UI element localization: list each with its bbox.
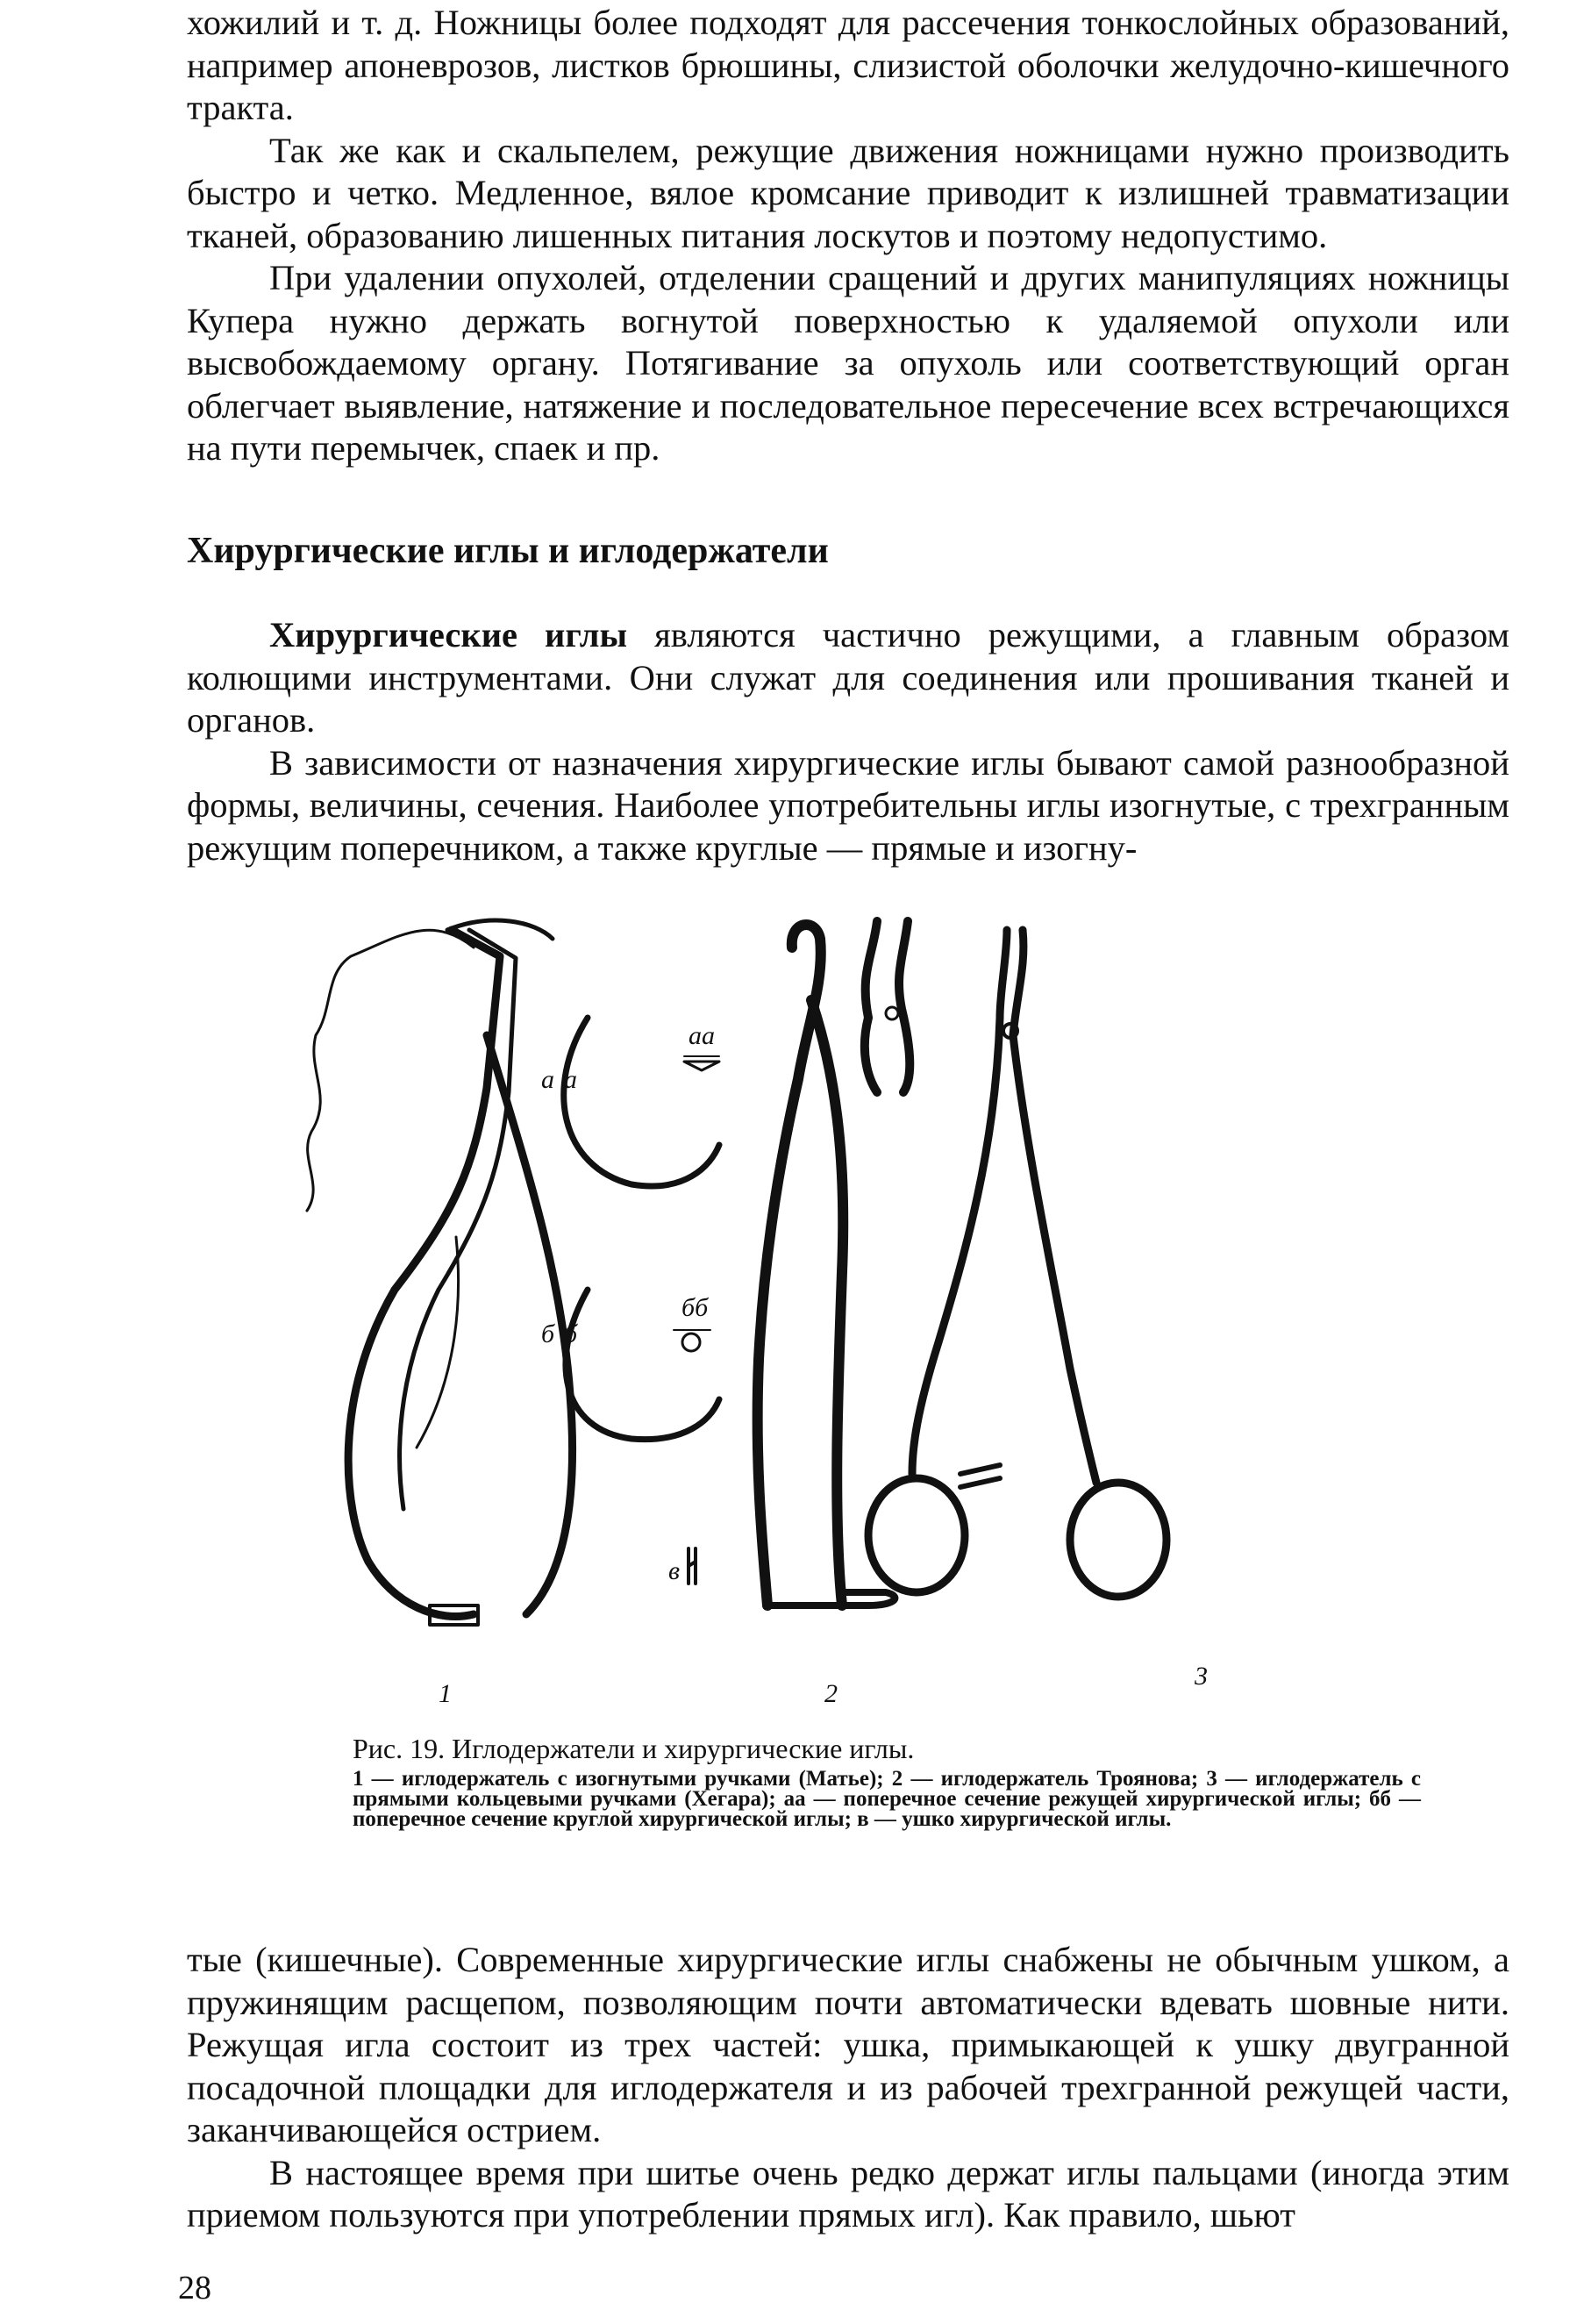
label-eye-v: в <box>668 1556 681 1585</box>
caption-title: Рис. 19. Иглодержатели и хирургические иглы. <box>353 1733 915 1764</box>
holder2-arm-right <box>811 1000 843 1605</box>
label-section-aa: aa <box>689 1021 715 1050</box>
section-text-block <box>187 614 1509 869</box>
paragraph-needle-types: В зависимости от назначения хирургические иглы бывают самой разнообразной формы, величины, сечения. Наиболее употребительны иглы изогнутые, с трехгранным режущим поперечником, а также круглые — прямые и изогну- <box>187 742 1509 868</box>
holder2-detail-pivot <box>886 1007 898 1019</box>
holder3-ratchet <box>960 1465 1000 1487</box>
paragraph-cooper-scissors: При удалении опухолей, отделении сращений и других манипуляциях ножницы Купера нужно держать вогнутой поверхностью к удаляемой опухоли или высвобождаемому органу. Потягивание за опухоль или соответствующий орган облегчает выявление, натяжение и последовательное пересечение всех встречающихся на пути перемычек, спаек и пр. <box>187 258 1509 468</box>
suture-thread <box>307 930 474 1211</box>
holder3-ring-right <box>1070 1483 1167 1597</box>
page-number: 28 <box>178 2270 211 2306</box>
label-needle-b1: б <box>541 1319 555 1348</box>
term-surgical-needles: Хирургические иглы <box>269 615 628 654</box>
holder3-arm-left <box>912 930 1007 1474</box>
label-needle-b2: б <box>564 1319 578 1348</box>
section-heading: Хирургические иглы и иглодержатели <box>187 531 829 571</box>
label-holder-1: 1 <box>439 1679 452 1708</box>
figure-needle-holders <box>298 904 1465 1711</box>
bottom-text-block <box>187 1939 1509 2237</box>
holder3-arm-right <box>1013 930 1096 1483</box>
section-bb-circle <box>682 1334 700 1351</box>
paragraph-sewing-technique: В настоящее время при шитье очень редко держат иглы пальцами (иногда этим приемом пользуются при употреблении прямых игл). Как правило, шьют <box>187 2152 1509 2235</box>
holder1-arm-right <box>487 1035 573 1614</box>
label-holder-2: 2 <box>824 1679 838 1708</box>
holder2-detail-jaws <box>865 921 910 1092</box>
label-holder-3: 3 <box>1195 1662 1208 1691</box>
paragraph-cutting-movements: Так же как и скальпелем, режущие движения ножницами нужно производить быстро и четко. Медленное, вялое кромсание приводит к излишней травматизации тканей, образованию лишенных питания лоскутов и поэтому недопустимо. <box>187 130 1509 255</box>
paragraph-needle-structure: тые (кишечные). Современные хирургические иглы снабжены не обычным ушком, а пружинящим расщепом, позволяющим почти автоматически вдевать шовные нити. Режущая игла состоит из трех частей: ушка, примыкающей к ушку двугранной посадочной площадки для иглодержателя и из рабочей трехгранной режущей части, заканчивающейся острием. <box>187 1940 1509 2149</box>
holder2-base <box>767 1592 895 1605</box>
paragraph-scissors-continued: хожилий и т. д. Ножницы более подходят для рассечения тонкослойных образований, например апоневрозов, листков брюшины, слизистой оболочки желудочно-кишечного тракта. <box>187 3 1509 127</box>
needle-holders-illustration <box>298 904 1465 1711</box>
paragraph-needles-intro <box>187 614 1509 742</box>
label-section-bb: бб <box>681 1293 709 1322</box>
holder1-arm-left <box>348 930 500 1617</box>
holder3-ring-left <box>868 1478 965 1592</box>
figure-caption <box>353 1734 1421 1829</box>
holder2-arm-left <box>758 925 821 1605</box>
caption-body: 1 — иглодержатель с изогнутыми ручками (Матье); 2 — иглодержатель Троянова; 3 — иглодержатель с прямыми кольцевыми ручками (Хегара); аа — поперечное сечение режущей хирургической иглы; бб — поперечное сечение круглой хирургической иглы; в — ушко хирургической иглы. <box>353 1767 1421 1831</box>
top-text-block <box>187 2 1509 470</box>
label-needle-a2: a <box>564 1065 577 1094</box>
label-needle-a1: a <box>541 1065 554 1094</box>
needle-eye <box>689 1548 696 1584</box>
holder1-arm-left-inner <box>400 930 516 1509</box>
intro-rest-text: являются частично режущими, а главным образом колющими инструментами. Они служат для соединения или прошивания тканей и органов. <box>187 615 1509 740</box>
section-aa-triangle <box>684 1062 719 1070</box>
